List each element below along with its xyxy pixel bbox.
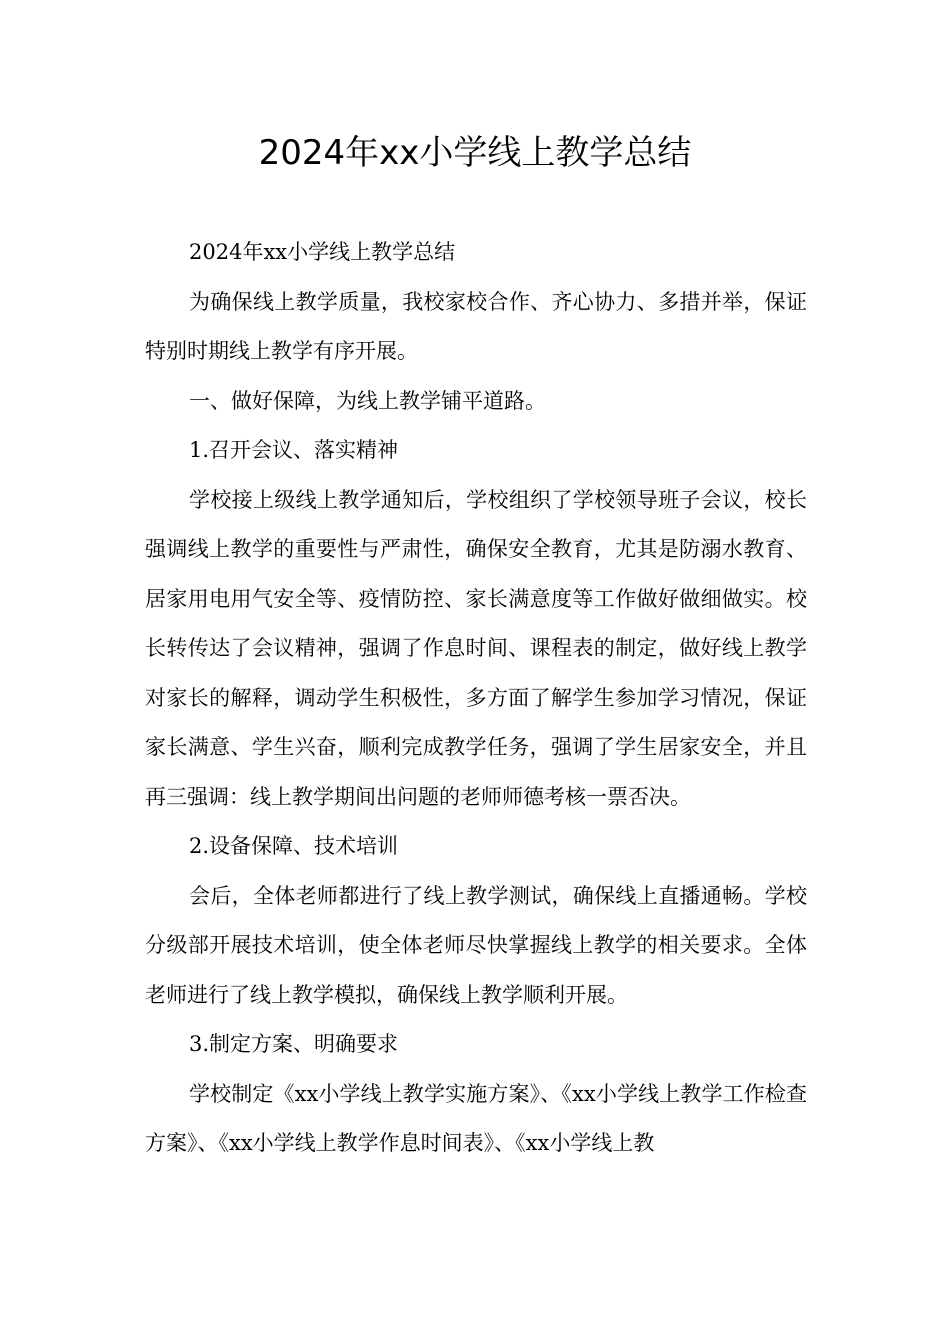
- document-body: [145, 228, 807, 1169]
- paragraph-subtitle: 2024年xx小学线上教学总结: [189, 240, 456, 264]
- paragraph-meeting: 学校接上级线上教学通知后，学校组织了学校领导班子会议，校长强调线上教学的重要性与严肃性，确保安全教育，尤其是防溺水教育、居家用电用气安全等、疫情防控、家长满意度等工作做好做细做实。校长转传达了会议精神，强调了作息时间、课程表的制定，做好线上教学对家长的解释，调动学生积极性，多方面了解学生参加学习情况，保证家长满意、学生兴奋，顺利完成教学任务，强调了学生居家安全，并且再三强调：线上教学期间出问题的老师师德考核一票否决。: [145, 487, 807, 809]
- subsection-heading-2: 2.设备保障、技术培训: [189, 834, 399, 858]
- subsection-heading-1: 1.召开会议、落实精神: [189, 438, 399, 462]
- paragraph-intro: 为确保线上教学质量，我校家校合作、齐心协力、多措并举，保证特别时期线上教学有序开展。: [145, 289, 807, 363]
- paragraph-plans: 学校制定《xx小学线上教学实施方案》、《xx小学线上教学工作检查方案》、《xx小学线上教学作息时间表》、《xx小学线上教: [145, 1081, 807, 1155]
- paragraph-training: 会后，全体老师都进行了线上教学测试，确保线上直播通畅。学校分级部开展技术培训，使全体老师尽快掌握线上教学的相关要求。全体老师进行了线上教学模拟，确保线上教学顺利开展。: [145, 883, 807, 1007]
- section-heading-1: 一、做好保障，为线上教学铺平道路。: [189, 388, 546, 413]
- document-title: 2024年xx小学线上教学总结: [258, 133, 692, 173]
- subsection-heading-3: 3.制定方案、明确要求: [189, 1032, 399, 1056]
